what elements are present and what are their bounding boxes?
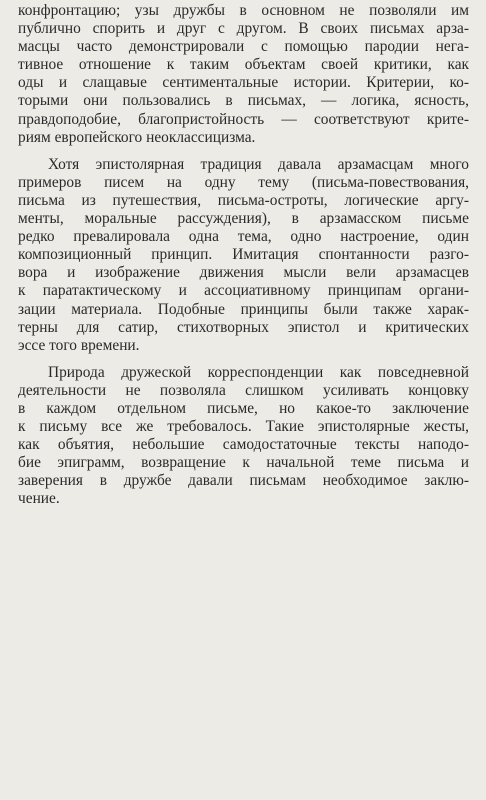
text-line: Хотя эпистолярная традиция давала арзамасцам много — [48, 155, 469, 173]
text-line: заверения в дружбе давали письмам необходимое заклю- — [18, 472, 469, 490]
text-line: оды и слащавые сентиментальные истории. Критерии, ко- — [18, 74, 469, 92]
paragraph-2 — [18, 156, 469, 355]
text-line: бие эпиграмм, возвращение к начальной теме письма и — [18, 454, 469, 472]
text-line: композиционный принцип. Имитация спонтанности разго- — [18, 246, 469, 264]
paragraph-1 — [18, 2, 469, 147]
text-line: вора и изображение движения мысли вели арзамасцев — [18, 264, 469, 282]
text-line: письма из путешествия, письма-остроты, логические аргу- — [18, 191, 469, 209]
text-line: редко превалировала одна тема, одно настроение, один — [18, 228, 469, 246]
text-line: зации материала. Подобные принципы были также харак- — [18, 300, 469, 318]
text-line: конфронтацию; узы дружбы в основном не позволяли им — [18, 2, 469, 19]
text-line: торыми они пользовались в письмах, — логика, ясность, — [18, 92, 469, 110]
text-line: чение. — [18, 490, 60, 508]
text-line: Природа дружеской корреспонденции как повседневной — [48, 363, 469, 381]
text-line: терны для сатир, стихотворных эпистол и критических — [18, 318, 469, 336]
text-line: как объятия, небольшие самодостаточные тексты наподо- — [18, 436, 469, 454]
text-line: публично спорить и друг с другом. В своих письмах арза- — [18, 20, 469, 38]
text-line: в каждом отдельном письме, но какое-то заключение — [18, 399, 469, 417]
text-line: к паратактическому и ассоциативному принципам органи- — [18, 282, 469, 300]
document-page — [18, 2, 469, 509]
text-line: тивное отношение к таким объектам своей критики, как — [18, 56, 469, 74]
text-line: риям европейского неоклассицизма. — [18, 128, 256, 146]
text-line: примеров писем на одну тему (письма-повествования, — [18, 173, 469, 191]
text-line: деятельности не позволяла слишком усиливать концовку — [18, 381, 469, 399]
text-line: эссе того времени. — [18, 336, 140, 354]
paragraph-3 — [18, 364, 469, 509]
text-line: правдоподобие, благопристойность — соответствуют крите- — [18, 110, 469, 128]
text-line: к письму все же требовалось. Такие эпистолярные жесты, — [18, 418, 469, 436]
text-line: менты, моральные рассуждения), в арзамасском письме — [18, 210, 469, 228]
text-line: масцы часто демонстрировали с помощью пародии нега- — [18, 38, 469, 56]
